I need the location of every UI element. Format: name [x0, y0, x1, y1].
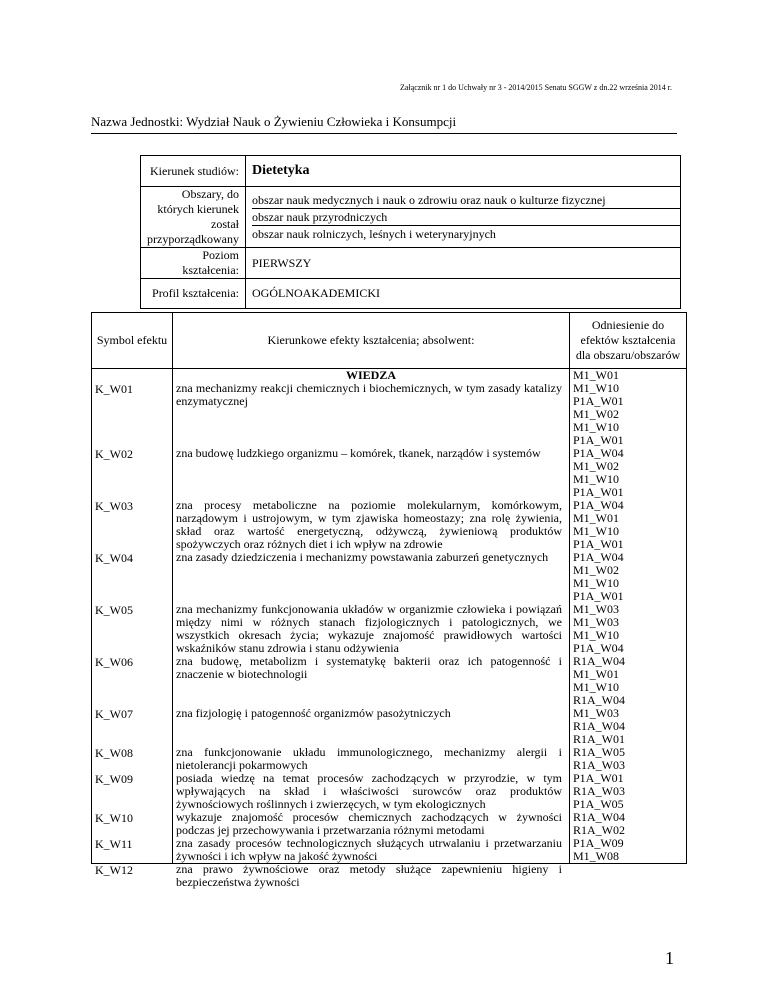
reference-code: P1A_W04 — [573, 641, 624, 655]
effect-symbol: K_W09 — [95, 772, 133, 786]
reference-code: R1A_W03 — [573, 784, 625, 798]
reference-codes-cell — [570, 369, 687, 864]
effect-symbol: K_W04 — [95, 551, 133, 565]
effect-symbol: K_W01 — [95, 382, 133, 396]
area-item: obszar nauk medycznych i nauk o zdrowiu oraz nauk o kulturze fizycznej — [252, 193, 606, 207]
outcomes-column-header: Kierunkowe efekty kształcenia; absolwent: — [173, 313, 570, 369]
reference-code: P1A_W01 — [573, 537, 624, 551]
effect-description: zna zasady procesów technologicznych służących utrwalaniu i przetwarzaniu żywności i ich wpływ na jakość żywności — [176, 836, 562, 863]
areas-label: Obszary, do których kierunek został przyporządkowany — [141, 187, 246, 248]
area-item: obszar nauk przyrodniczych — [252, 208, 680, 225]
reference-code: M1_W08 — [573, 849, 619, 863]
reference-code: P1A_W09 — [573, 836, 624, 850]
reference-code: R1A_W02 — [573, 823, 625, 837]
effect-symbol: K_W03 — [95, 499, 133, 513]
reference-code: M1_W10 — [573, 420, 619, 434]
reference-code: M1_W10 — [573, 628, 619, 642]
reference-code: M1_W03 — [573, 615, 619, 629]
reference-code: P1A_W01 — [573, 589, 624, 603]
reference-code: M1_W10 — [573, 472, 619, 486]
symbols-cell — [92, 369, 173, 877]
effect-description: zna budowę, metabolizm i systematykę bakterii oraz ich patogenność i znaczenie w biotechnologii — [176, 654, 562, 681]
effect-symbol: K_W10 — [95, 811, 133, 825]
effect-symbol: K_W07 — [95, 707, 133, 721]
reference-code: R1A_W01 — [573, 732, 625, 746]
effect-description: posiada wiedzę na temat procesów zachodzących w przyrodzie, w tym wpływających na skład i właściwości surowców oraz produktów żywnościowych roślinnych i zwierzęcych, w tym ekologicznych — [176, 771, 562, 811]
areas-list — [252, 192, 680, 242]
effect-description: zna mechanizmy reakcji chemicznych i biochemicznych, w tym zasady katalizy enzymatycznej — [176, 381, 562, 408]
section-title: WIEDZA — [345, 368, 396, 382]
effect-description: zna zasady dziedziczenia i mechanizmy powstawania zaburzeń genetycznych — [176, 550, 549, 564]
effect-description: zna mechanizmy funkcjonowania układów w organizmie człowieka i powiązań między nimi w różnych stanach fizjologicznych i patologicznych, we wszystkich okresach życia; wykazuje znajomość prawidłowych wartości wskaźników stanu zdrowia i stanu odżywienia — [176, 602, 562, 655]
area-item: obszar nauk rolniczych, leśnych i weterynaryjnych — [252, 225, 680, 242]
effect-description: zna budowę ludzkiego organizmu – komórek, tkanek, narządów i systemów — [176, 446, 541, 460]
reference-code: M1_W01 — [573, 368, 619, 382]
level-label: Poziom kształcenia: — [141, 248, 246, 279]
unit-name: Nazwa Jednostki: Wydział Nauk o Żywieniu Człowieka i Konsumpcji — [91, 114, 677, 134]
reference-code: P1A_W01 — [573, 433, 624, 447]
reference-code: P1A_W04 — [573, 446, 624, 460]
profile-label: Profil kształcenia: — [141, 279, 246, 309]
reference-code: P1A_W01 — [573, 485, 624, 499]
reference-code: M1_W01 — [573, 511, 619, 525]
descriptions-cell — [173, 368, 570, 889]
reference-code: M1_W02 — [573, 459, 619, 473]
page-number: 1 — [665, 948, 674, 968]
reference-code: P1A_W04 — [573, 550, 624, 564]
reference-code: M1_W10 — [573, 680, 619, 694]
reference-code: P1A_W01 — [573, 394, 624, 408]
effect-description: wykazuje znajomość procesów chemicznych zachodzących w żywności podczas jej przechowywania i przetwarzania różnymi metodami — [176, 810, 562, 837]
level-value: PIERWSZY — [246, 248, 681, 279]
symbol-column-header: Symbol efektu — [92, 313, 173, 369]
effect-description: zna fizjologię i patogenność organizmów pasożytniczych — [176, 706, 451, 720]
effect-description: zna prawo żywnościowe oraz metody służące zapewnieniu higieny i bezpieczeństwa żywności — [176, 862, 562, 889]
learning-outcomes-table — [91, 312, 687, 889]
reference-column-header: Odniesienie do efektów kształcenia dla obszaru/obszarów — [570, 313, 687, 369]
reference-code: M1_W10 — [573, 381, 619, 395]
reference-code: M1_W10 — [573, 576, 619, 590]
effect-symbol: K_W05 — [95, 603, 133, 617]
reference-code: P1A_W04 — [573, 498, 624, 512]
reference-code: R1A_W04 — [573, 719, 625, 733]
reference-code: R1A_W04 — [573, 693, 625, 707]
reference-code: R1A_W04 — [573, 654, 625, 668]
reference-code: R1A_W03 — [573, 758, 625, 772]
reference-code: M1_W01 — [573, 667, 619, 681]
reference-code: M1_W02 — [573, 563, 619, 577]
reference-code: M1_W10 — [573, 524, 619, 538]
effect-description: zna procesy metaboliczne na poziomie molekularnym, komórkowym, narządowym i ustrojowym, w tym zjawiska homeostazy; zna rolę żywienia, skład oraz wartość energetyczną, odżywczą, żywieniową produktów spożywczych oraz różnych diet i ich wpływ na zdrowie — [176, 498, 562, 551]
effect-symbol: K_W11 — [95, 837, 133, 851]
programme-info-table — [140, 155, 681, 309]
reference-code: R1A_W05 — [573, 745, 625, 759]
reference-code: M1_W03 — [573, 706, 619, 720]
effect-symbol: K_W02 — [95, 447, 133, 461]
field-label: Kierunek studiów: — [141, 156, 246, 187]
effect-symbol: K_W08 — [95, 746, 133, 760]
profile-value: OGÓLNOAKADEMICKI — [246, 279, 681, 309]
effect-symbol: K_W12 — [95, 863, 133, 877]
field-value: Dietetyka — [252, 163, 310, 178]
reference-code: M1_W02 — [573, 407, 619, 421]
reference-code: P1A_W01 — [573, 771, 624, 785]
effect-description: zna funkcjonowanie układu immunologicznego, mechanizmy alergii i nietolerancji pokarmowych — [176, 745, 562, 772]
reference-code: P1A_W05 — [573, 797, 624, 811]
effect-symbol: K_W06 — [95, 655, 133, 669]
attachment-note: Załącznik nr 1 do Uchwały nr 3 - 2014/2015 Senatu SGGW z dn.22 września 2014 r. — [399, 83, 672, 92]
reference-code: R1A_W04 — [573, 810, 625, 824]
reference-code: M1_W03 — [573, 602, 619, 616]
